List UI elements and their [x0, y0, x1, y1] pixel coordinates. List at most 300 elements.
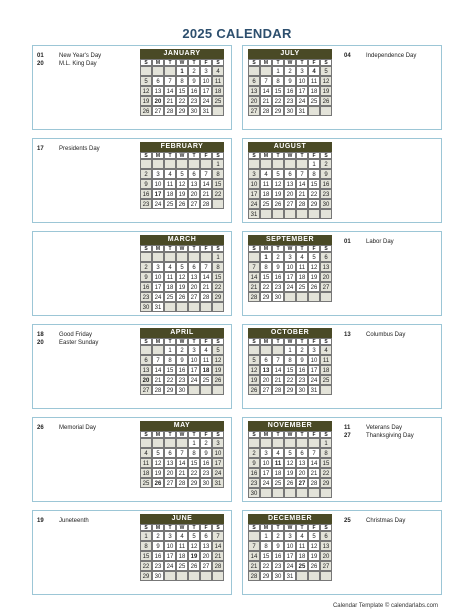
- holiday-date: 20: [37, 61, 44, 67]
- day-cell: 13: [152, 86, 164, 96]
- day-cell: 24: [308, 375, 320, 385]
- day-cell: 23: [272, 282, 284, 292]
- day-cell: 4: [164, 169, 176, 179]
- empty-cell: [176, 438, 188, 448]
- day-cell: 16: [296, 365, 308, 375]
- weekday-header: S: [248, 152, 260, 159]
- weekday-header: F: [308, 431, 320, 438]
- day-cell: 6: [200, 531, 212, 541]
- holiday-name: Independence Day: [366, 53, 417, 59]
- day-cell: 28: [164, 106, 176, 116]
- empty-cell: [188, 302, 200, 312]
- day-cell: 23: [140, 199, 152, 209]
- month-name: DECEMBER: [248, 514, 332, 524]
- holiday-name: Presidents Day: [59, 146, 100, 152]
- month-name: JULY: [248, 49, 332, 59]
- empty-cell: [260, 209, 272, 219]
- day-grid: [248, 152, 332, 219]
- day-cell: 14: [272, 365, 284, 375]
- day-cell: 22: [284, 375, 296, 385]
- day-cell: 2: [140, 169, 152, 179]
- day-cell: 8: [284, 355, 296, 365]
- holiday-entry: [37, 331, 98, 339]
- day-cell: 3: [200, 66, 212, 76]
- month-panel-october: [242, 324, 442, 409]
- holiday-list: [37, 331, 98, 347]
- day-cell: 21: [152, 375, 164, 385]
- holiday-entry: [344, 238, 394, 246]
- weekday-header: W: [284, 152, 296, 159]
- day-cell: 22: [212, 282, 224, 292]
- month-panel-march: [32, 231, 232, 316]
- day-cell: 14: [260, 86, 272, 96]
- day-grid: [248, 524, 332, 581]
- day-cell: 4: [164, 262, 176, 272]
- day-grid: [140, 524, 224, 581]
- day-cell: 28: [260, 106, 272, 116]
- day-cell: 5: [140, 76, 152, 86]
- day-cell: 23: [284, 96, 296, 106]
- mini-calendar: [248, 421, 332, 498]
- day-cell: 27: [296, 478, 308, 488]
- day-cell: 31: [248, 209, 260, 219]
- empty-cell: [320, 488, 332, 498]
- day-cell: 29: [272, 106, 284, 116]
- day-cell: 22: [308, 189, 320, 199]
- day-cell: 10: [212, 448, 224, 458]
- day-cell: 1: [140, 531, 152, 541]
- day-cell: 10: [200, 76, 212, 86]
- day-cell: 26: [248, 385, 260, 395]
- day-grid: [248, 338, 332, 395]
- day-cell: 1: [188, 438, 200, 448]
- weekday-header: F: [200, 245, 212, 252]
- day-cell: 24: [152, 199, 164, 209]
- day-cell: 20: [140, 375, 152, 385]
- day-cell: 20: [320, 551, 332, 561]
- day-cell: 23: [200, 468, 212, 478]
- holiday-date: 25: [344, 518, 351, 524]
- day-cell: 11: [176, 541, 188, 551]
- day-cell: 23: [296, 375, 308, 385]
- day-cell: 25: [296, 282, 308, 292]
- month-name: JANUARY: [140, 49, 224, 59]
- day-cell: 9: [296, 355, 308, 365]
- day-cell: 3: [284, 252, 296, 262]
- empty-cell: [212, 385, 224, 395]
- day-cell: 7: [296, 169, 308, 179]
- day-cell: 11: [212, 76, 224, 86]
- day-cell: 27: [320, 561, 332, 571]
- day-cell: 27: [188, 199, 200, 209]
- day-cell: 4: [272, 448, 284, 458]
- holiday-list: [344, 517, 405, 525]
- empty-cell: [296, 209, 308, 219]
- day-cell: 10: [152, 272, 164, 282]
- day-cell: 23: [140, 292, 152, 302]
- day-cell: 13: [188, 272, 200, 282]
- day-cell: 3: [212, 438, 224, 448]
- day-cell: 26: [188, 561, 200, 571]
- empty-cell: [200, 159, 212, 169]
- day-cell: 19: [212, 365, 224, 375]
- weekday-header: W: [176, 152, 188, 159]
- holiday-entry: [37, 424, 96, 432]
- day-cell: 25: [164, 199, 176, 209]
- day-cell: 3: [152, 262, 164, 272]
- day-cell: 12: [320, 76, 332, 86]
- empty-cell: [212, 302, 224, 312]
- weekday-header: S: [140, 524, 152, 531]
- day-cell: 25: [260, 199, 272, 209]
- empty-cell: [164, 159, 176, 169]
- weekday-header: M: [260, 152, 272, 159]
- empty-cell: [248, 345, 260, 355]
- day-cell: 9: [272, 541, 284, 551]
- weekday-header: T: [272, 431, 284, 438]
- empty-cell: [176, 302, 188, 312]
- empty-cell: [176, 159, 188, 169]
- day-cell: 5: [176, 169, 188, 179]
- weekday-header: S: [140, 431, 152, 438]
- day-cell: 4: [320, 345, 332, 355]
- weekday-header: W: [284, 431, 296, 438]
- day-cell: 19: [176, 189, 188, 199]
- day-cell: 2: [272, 252, 284, 262]
- day-cell: 11: [272, 458, 284, 468]
- day-cell: 26: [212, 375, 224, 385]
- day-cell: 9: [176, 355, 188, 365]
- day-cell: 19: [176, 282, 188, 292]
- weekday-header: S: [248, 431, 260, 438]
- weekday-header: S: [248, 245, 260, 252]
- day-cell: 6: [188, 262, 200, 272]
- empty-cell: [188, 159, 200, 169]
- footer-credit: Calendar Template © calendarlabs.com: [332, 603, 438, 609]
- empty-cell: [260, 345, 272, 355]
- month-panel-january: [32, 45, 232, 130]
- day-cell: 20: [248, 96, 260, 106]
- day-cell: 13: [200, 541, 212, 551]
- day-cell: 7: [164, 76, 176, 86]
- day-cell: 2: [188, 66, 200, 76]
- weekday-header: S: [212, 524, 224, 531]
- day-cell: 11: [296, 262, 308, 272]
- day-cell: 10: [188, 355, 200, 365]
- day-cell: 26: [272, 199, 284, 209]
- weekday-header: F: [308, 152, 320, 159]
- day-cell: 15: [164, 365, 176, 375]
- holiday-name: Memorial Day: [59, 425, 97, 431]
- day-cell: 17: [284, 551, 296, 561]
- day-cell: 9: [188, 76, 200, 86]
- day-cell: 21: [164, 96, 176, 106]
- day-cell: 12: [284, 458, 296, 468]
- day-cell: 26: [308, 561, 320, 571]
- day-cell: 30: [140, 302, 152, 312]
- day-cell: 22: [320, 468, 332, 478]
- day-cell: 30: [152, 571, 164, 581]
- day-cell: 3: [188, 345, 200, 355]
- day-cell: 17: [188, 365, 200, 375]
- day-cell: 8: [212, 169, 224, 179]
- day-cell: 4: [260, 169, 272, 179]
- day-cell: 23: [320, 189, 332, 199]
- day-cell: 2: [320, 159, 332, 169]
- weekday-header: M: [260, 524, 272, 531]
- weekday-header: F: [308, 59, 320, 66]
- day-cell: 28: [152, 385, 164, 395]
- mini-calendar: [248, 235, 332, 302]
- weekday-header: T: [164, 245, 176, 252]
- empty-cell: [284, 292, 296, 302]
- day-cell: 5: [188, 531, 200, 541]
- empty-cell: [284, 159, 296, 169]
- day-cell: 31: [200, 106, 212, 116]
- month-name: NOVEMBER: [248, 421, 332, 431]
- month-name: APRIL: [140, 328, 224, 338]
- holiday-entry: [344, 432, 414, 440]
- day-cell: 30: [320, 199, 332, 209]
- empty-cell: [296, 438, 308, 448]
- day-cell: 24: [152, 292, 164, 302]
- empty-cell: [320, 385, 332, 395]
- day-cell: 15: [272, 86, 284, 96]
- day-cell: 26: [308, 282, 320, 292]
- empty-cell: [320, 292, 332, 302]
- day-cell: 14: [200, 272, 212, 282]
- day-cell: 29: [140, 571, 152, 581]
- day-cell: 28: [308, 478, 320, 488]
- holiday-date: 20: [37, 340, 44, 346]
- day-cell: 23: [176, 375, 188, 385]
- day-cell: 27: [260, 385, 272, 395]
- day-cell: 29: [260, 571, 272, 581]
- empty-cell: [248, 159, 260, 169]
- day-cell: 20: [188, 189, 200, 199]
- month-panel-september: [242, 231, 442, 316]
- empty-cell: [272, 345, 284, 355]
- day-cell: 12: [212, 355, 224, 365]
- empty-cell: [200, 252, 212, 262]
- day-cell: 3: [164, 531, 176, 541]
- weekday-header: T: [188, 338, 200, 345]
- day-cell: 28: [272, 385, 284, 395]
- holiday-name: Veterans Day: [366, 425, 403, 431]
- day-cell: 16: [248, 468, 260, 478]
- weekday-header: M: [152, 524, 164, 531]
- day-cell: 25: [320, 375, 332, 385]
- day-cell: 14: [212, 541, 224, 551]
- day-cell: 13: [296, 458, 308, 468]
- day-cell: 16: [200, 458, 212, 468]
- day-cell: 15: [308, 179, 320, 189]
- day-cell: 1: [176, 66, 188, 76]
- day-cell: 8: [260, 262, 272, 272]
- mini-calendar: [140, 514, 224, 581]
- day-cell: 29: [188, 478, 200, 488]
- day-cell: 29: [260, 292, 272, 302]
- weekday-header: M: [152, 338, 164, 345]
- empty-cell: [152, 438, 164, 448]
- day-cell: 17: [296, 86, 308, 96]
- holiday-entry: [37, 517, 89, 525]
- holiday-name: Columbus Day: [366, 332, 406, 338]
- empty-cell: [284, 438, 296, 448]
- holiday-entry: [344, 52, 416, 60]
- day-cell: 8: [308, 169, 320, 179]
- day-cell: 25: [200, 375, 212, 385]
- holiday-list: [37, 52, 101, 68]
- day-cell: 21: [200, 189, 212, 199]
- day-cell: 26: [284, 478, 296, 488]
- empty-cell: [272, 209, 284, 219]
- day-cell: 15: [212, 179, 224, 189]
- day-cell: 28: [200, 292, 212, 302]
- weekday-header: T: [296, 59, 308, 66]
- day-cell: 6: [248, 76, 260, 86]
- day-cell: 19: [272, 189, 284, 199]
- day-cell: 28: [248, 292, 260, 302]
- month-panel-february: [32, 138, 232, 223]
- day-cell: 30: [284, 106, 296, 116]
- day-cell: 16: [152, 551, 164, 561]
- day-cell: 19: [308, 272, 320, 282]
- day-cell: 14: [248, 551, 260, 561]
- day-cell: 6: [296, 448, 308, 458]
- day-cell: 18: [164, 282, 176, 292]
- day-cell: 18: [176, 551, 188, 561]
- day-cell: 9: [140, 179, 152, 189]
- weekday-header: T: [164, 524, 176, 531]
- empty-cell: [320, 571, 332, 581]
- day-cell: 15: [140, 551, 152, 561]
- day-cell: 18: [164, 189, 176, 199]
- day-cell: 21: [260, 96, 272, 106]
- day-cell: 31: [152, 302, 164, 312]
- weekday-header: T: [296, 245, 308, 252]
- day-cell: 7: [272, 355, 284, 365]
- day-cell: 5: [308, 531, 320, 541]
- holiday-entry: [37, 60, 101, 68]
- empty-cell: [260, 66, 272, 76]
- day-cell: 11: [320, 355, 332, 365]
- day-cell: 8: [188, 448, 200, 458]
- holiday-entry: [37, 339, 98, 347]
- day-cell: 7: [212, 531, 224, 541]
- day-cell: 1: [284, 345, 296, 355]
- mini-calendar: [140, 328, 224, 395]
- day-cell: 20: [164, 468, 176, 478]
- day-cell: 12: [140, 86, 152, 96]
- empty-cell: [200, 571, 212, 581]
- day-cell: 1: [308, 159, 320, 169]
- day-cell: 21: [296, 189, 308, 199]
- weekday-header: W: [284, 338, 296, 345]
- day-cell: 29: [320, 478, 332, 488]
- day-cell: 21: [248, 282, 260, 292]
- empty-cell: [164, 252, 176, 262]
- empty-cell: [284, 209, 296, 219]
- empty-cell: [260, 488, 272, 498]
- day-cell: 16: [272, 272, 284, 282]
- day-cell: 4: [176, 531, 188, 541]
- empty-cell: [152, 252, 164, 262]
- empty-cell: [308, 209, 320, 219]
- day-cell: 7: [200, 262, 212, 272]
- empty-cell: [188, 385, 200, 395]
- empty-cell: [176, 571, 188, 581]
- day-cell: 12: [176, 179, 188, 189]
- day-cell: 31: [296, 106, 308, 116]
- day-cell: 8: [272, 76, 284, 86]
- empty-cell: [164, 302, 176, 312]
- day-cell: 10: [284, 262, 296, 272]
- day-cell: 23: [248, 478, 260, 488]
- day-cell: 6: [320, 252, 332, 262]
- day-cell: 22: [176, 96, 188, 106]
- day-cell: 5: [272, 169, 284, 179]
- day-cell: 28: [248, 571, 260, 581]
- empty-cell: [200, 385, 212, 395]
- day-cell: 25: [272, 478, 284, 488]
- day-cell: 12: [272, 179, 284, 189]
- day-cell: 2: [296, 345, 308, 355]
- holiday-list: [344, 424, 414, 440]
- day-cell: 16: [140, 282, 152, 292]
- day-cell: 25: [308, 96, 320, 106]
- weekday-header: T: [188, 431, 200, 438]
- day-cell: 20: [296, 468, 308, 478]
- weekday-header: F: [200, 338, 212, 345]
- month-name: JUNE: [140, 514, 224, 524]
- day-cell: 1: [212, 252, 224, 262]
- holiday-name: Labor Day: [366, 239, 394, 245]
- day-cell: 3: [152, 169, 164, 179]
- day-cell: 6: [152, 76, 164, 86]
- weekday-header: S: [140, 245, 152, 252]
- day-cell: 10: [164, 541, 176, 551]
- day-cell: 24: [188, 375, 200, 385]
- day-cell: 18: [308, 86, 320, 96]
- day-cell: 14: [176, 458, 188, 468]
- day-cell: 29: [284, 385, 296, 395]
- holiday-list: [37, 145, 100, 153]
- day-cell: 13: [164, 458, 176, 468]
- day-cell: 16: [320, 179, 332, 189]
- day-cell: 31: [284, 571, 296, 581]
- day-cell: 31: [308, 385, 320, 395]
- mini-calendar: [248, 142, 332, 219]
- empty-cell: [308, 571, 320, 581]
- day-cell: 3: [296, 66, 308, 76]
- weekday-header: W: [176, 431, 188, 438]
- weekday-header: T: [164, 152, 176, 159]
- empty-cell: [200, 302, 212, 312]
- month-name: FEBRUARY: [140, 142, 224, 152]
- day-cell: 27: [320, 282, 332, 292]
- day-cell: 17: [260, 468, 272, 478]
- day-cell: 3: [260, 448, 272, 458]
- day-cell: 18: [320, 365, 332, 375]
- day-cell: 14: [164, 86, 176, 96]
- day-cell: 18: [272, 468, 284, 478]
- day-cell: 17: [200, 86, 212, 96]
- day-cell: 15: [188, 458, 200, 468]
- day-cell: 10: [284, 541, 296, 551]
- month-name: MARCH: [140, 235, 224, 245]
- day-cell: 2: [140, 262, 152, 272]
